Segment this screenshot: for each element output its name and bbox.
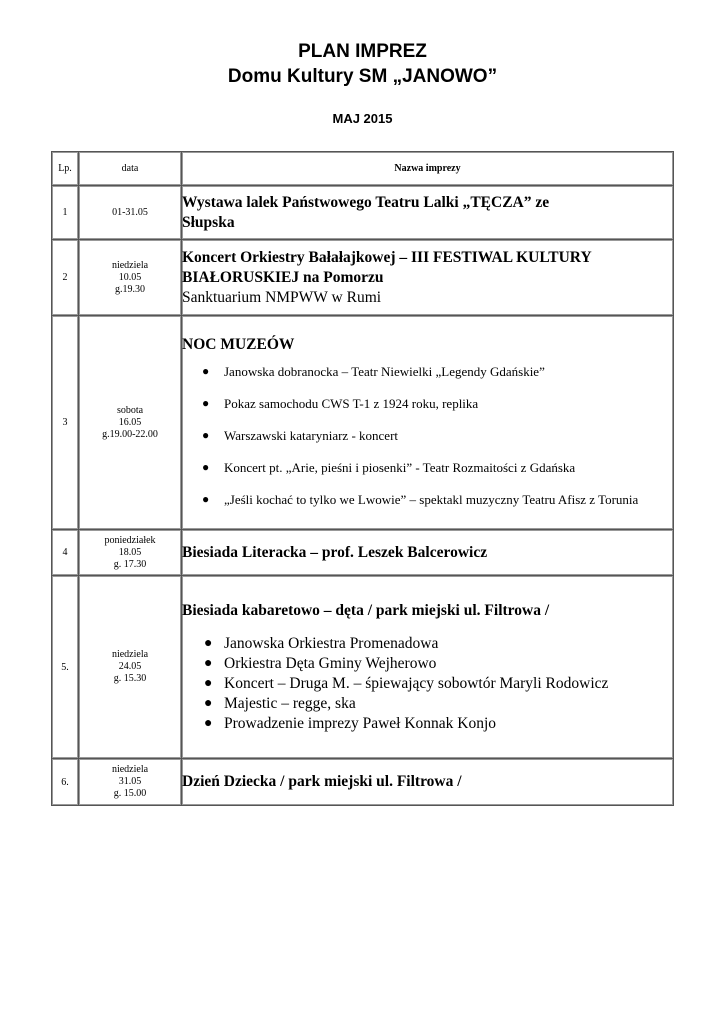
list-item-text: Koncert pt. „Arie, pieśni i piosenki” - Teatr Rozmaitości z Gdańska: [224, 460, 576, 475]
event-date-line: niedziela: [111, 259, 149, 271]
event-date-line: g. 17.30: [113, 558, 147, 570]
event-date: [79, 530, 182, 576]
event-date: [79, 576, 182, 759]
list-item-text: Prowadzenie imprezy Paweł Konnak Konjo: [224, 714, 497, 732]
bullet-icon: ●: [204, 675, 213, 691]
event-date-line: 18.05: [118, 546, 142, 558]
column-header-lp: Lp.: [52, 152, 79, 186]
bullet-icon: ●: [202, 428, 210, 442]
list-item: [182, 363, 673, 380]
event-date: [79, 186, 182, 240]
list-item: [182, 491, 673, 508]
event-date-line: niedziela: [111, 649, 149, 660]
event-title-line: NOC MUZEÓW: [182, 336, 295, 353]
list-item: [182, 634, 673, 654]
row-number: 5.: [52, 576, 79, 759]
event-date: [79, 316, 182, 530]
bullet-icon: ●: [202, 396, 210, 410]
event-venue: Sanktuarium NMPWW w Rumi: [182, 288, 382, 306]
page-title: PLAN IMPREZ: [298, 41, 427, 62]
event-date-line: 10.05: [118, 271, 142, 283]
table-row: [52, 759, 674, 806]
list-item: [182, 459, 673, 476]
table-row: [52, 186, 674, 240]
page-subtitle: Domu Kultury SM „JANOWO”: [227, 66, 498, 87]
list-item-text: Orkiestra Dęta Gminy Wejherowo: [224, 654, 437, 672]
row-number: 3: [52, 316, 79, 530]
row-number: 2: [52, 240, 79, 316]
events-table: [51, 151, 674, 806]
column-header-name: Nazwa imprezy: [182, 152, 674, 186]
event-title-line: Biesiada kabaretowo – dęta / park miejski ul. Filtrowa /: [182, 601, 550, 619]
list-item: [182, 714, 673, 734]
event-date-line: g.19.30: [115, 283, 145, 295]
event-date-line: 01-31.05: [112, 206, 148, 218]
list-item: [182, 694, 673, 714]
event-date-line: 16.05: [118, 416, 142, 428]
event-cell: [182, 530, 674, 576]
bullet-icon: ●: [204, 655, 213, 671]
list-item: [182, 395, 673, 412]
event-title-line: Koncert Orkiestry Bałałajkowej – III FESTIWAL KULTURY: [182, 248, 592, 266]
event-title-line: Dzień Dziecka / park miejski ul. Filtrowa /: [182, 773, 462, 790]
table-row: [52, 316, 674, 530]
event-date-line: g. 15.00: [113, 788, 147, 799]
event-title-line: Biesiada Literacka – prof. Leszek Balcerowicz: [182, 543, 488, 561]
table-header-row: [52, 152, 674, 186]
column-header-date: data: [79, 152, 182, 186]
event-date-line: niedziela: [111, 764, 149, 775]
event-date-line: 24.05: [118, 661, 142, 672]
bullet-icon: ●: [204, 695, 213, 711]
event-date-line: g.19.00-22.00: [102, 428, 158, 440]
bullet-icon: ●: [204, 635, 213, 651]
event-title-line: BIAŁORUSKIEJ na Pomorzu: [182, 268, 384, 286]
event-date: [79, 759, 182, 806]
event-cell: [182, 759, 674, 806]
bullet-icon: ●: [204, 715, 213, 731]
list-item: [182, 654, 673, 674]
bullet-icon: ●: [202, 364, 210, 378]
event-date-line: poniedziałek: [104, 534, 156, 546]
event-cell: [182, 186, 674, 240]
event-date: [79, 240, 182, 316]
list-item: [182, 427, 673, 444]
program-list: [182, 634, 673, 734]
table-row: [52, 576, 674, 759]
event-date-line: 31.05: [118, 776, 142, 787]
event-cell: [182, 240, 674, 316]
list-item-text: Majestic – regge, ska: [224, 694, 356, 712]
event-cell: [182, 576, 674, 759]
list-item-text: Janowska Orkiestra Promenadowa: [224, 634, 439, 652]
list-item-text: „Jeśli kochać to tylko we Lwowie” – spektakl muzyczny Teatru Afisz z Torunia: [224, 492, 639, 507]
list-item-text: Janowska dobranocka – Teatr Niewielki „Legendy Gdańskie”: [224, 364, 545, 379]
table-row: [52, 240, 674, 316]
bullet-icon: ●: [202, 492, 210, 506]
row-number: 1: [52, 186, 79, 240]
event-cell: [182, 316, 674, 530]
list-item-text: Pokaz samochodu CWS T-1 z 1924 roku, replika: [224, 396, 479, 411]
bullet-icon: ●: [202, 460, 210, 474]
list-item: [182, 674, 673, 694]
row-number: 4: [52, 530, 79, 576]
row-number: 6.: [52, 759, 79, 806]
event-date-line: g. 15.30: [113, 673, 147, 684]
event-title-line: Wystawa lalek Państwowego Teatru Lalki „TĘCZA” ze: [182, 193, 550, 211]
event-date-line: sobota: [116, 404, 144, 416]
program-list: [182, 363, 673, 508]
list-item-text: Warszawski kataryniarz - koncert: [224, 428, 399, 443]
list-item-text: Koncert – Druga M. – śpiewający sobowtór Maryli Rodowicz: [224, 674, 609, 692]
table-row: [52, 530, 674, 576]
month-label: MAJ 2015: [332, 111, 393, 126]
event-title-line: Słupska: [182, 213, 235, 231]
